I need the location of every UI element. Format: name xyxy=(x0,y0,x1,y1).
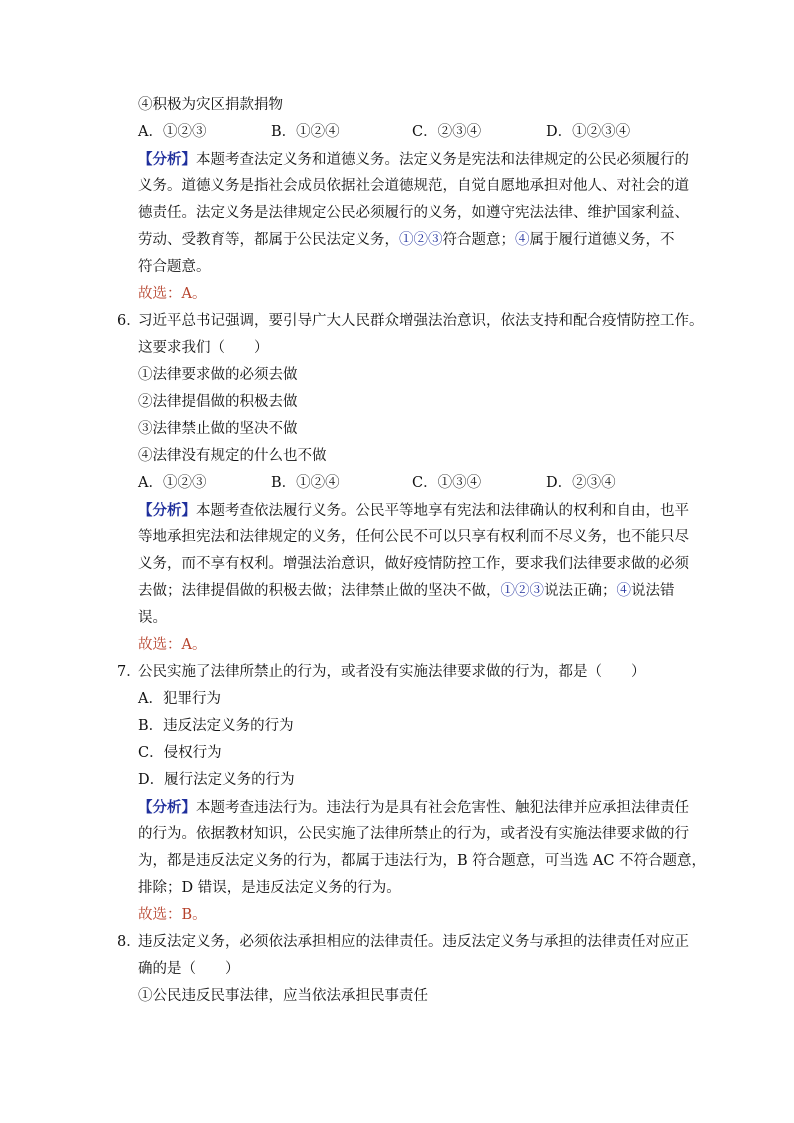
question-number: 8． xyxy=(117,934,141,950)
prev-analysis-line-5: 符合题意。 xyxy=(138,259,211,275)
analysis-text: 符合题意； xyxy=(442,232,515,248)
q6-stem-line-2: 这要求我们（ ） xyxy=(138,340,269,356)
analysis-text: 说法错 xyxy=(631,583,675,599)
prev-question-options xyxy=(117,119,682,146)
prev-question-item-4: ④积极为灾区捐款捐物 xyxy=(138,97,283,113)
analysis-tag: 【分析】 xyxy=(138,151,196,168)
q6-item-4: ④法律没有规定的什么也不做 xyxy=(138,448,327,464)
prev-analysis-line-1 xyxy=(117,146,689,173)
q7-option-b: B．违反法定义务的行为 xyxy=(138,718,294,734)
analysis-tag: 【分析】 xyxy=(138,799,196,816)
option-b: B．①②④ xyxy=(271,475,340,491)
q6-analysis-line-2: 等地承担宪法和法律规定的义务，任何公民不可以只享有权利而不尽义务，也不能只尽 xyxy=(138,529,689,545)
q6-item-3: ③法律禁止做的坚决不做 xyxy=(138,421,298,437)
q6-item-2: ②法律提倡做的积极去做 xyxy=(138,394,298,410)
question-number: 6． xyxy=(117,313,141,329)
q7-analysis-line-4: 排除；D 错误，是违反法定义务的行为。 xyxy=(138,880,401,896)
document-content xyxy=(117,92,707,1010)
question-stem: 公民实施了法律所禁止的行为，或者没有实施法律要求做的行为，都是（ ） xyxy=(138,664,646,680)
q7-answer xyxy=(117,902,682,929)
analysis-text: 说法正确； xyxy=(544,583,617,599)
question-number: 7． xyxy=(117,664,141,680)
q6-stem-line-1 xyxy=(117,308,704,335)
answer-label: 故选： xyxy=(138,286,182,302)
q6-analysis-line-4 xyxy=(117,578,682,605)
q7-option-c: C．侵权行为 xyxy=(138,745,222,761)
prev-answer xyxy=(117,281,682,308)
answer-label: 故选： xyxy=(138,907,182,923)
analysis-item-ref: ①②③ xyxy=(500,583,544,599)
question-stem: 习近平总书记强调，要引导广大人民群众增强法治意识，依法支持和配合疫情防控工作。 xyxy=(138,313,704,329)
q6-analysis-line-3: 义务，而不享有权利。增强法治意识，做好疫情防控工作，要求我们法律要求做的必须 xyxy=(138,556,689,572)
analysis-text: 劳动、受教育等，都属于公民法定义务， xyxy=(138,232,399,248)
q6-item-1: ①法律要求做的必须去做 xyxy=(138,367,298,383)
analysis-text: 去做；法律提倡做的积极去做；法律禁止做的坚决不做， xyxy=(138,583,501,599)
q6-analysis-line-5: 误。 xyxy=(138,610,167,626)
prev-analysis-line-4 xyxy=(117,227,682,254)
option-a: A．①②③ xyxy=(138,475,207,491)
q8-item-1: ①公民违反民事法律，应当依法承担民事责任 xyxy=(138,988,428,1004)
q7-stem xyxy=(117,659,682,686)
q7-analysis-line-1 xyxy=(117,794,689,821)
analysis-text: 本题考查违法行为。违法行为是具有社会危害性、触犯法律并应承担法律责任 xyxy=(196,800,689,816)
option-d: D．②③④ xyxy=(546,475,616,491)
q6-options xyxy=(117,470,682,497)
option-a: A．①②③ xyxy=(138,124,207,140)
answer-value: A。 xyxy=(181,637,207,653)
answer-label: 故选： xyxy=(138,637,182,653)
analysis-item-ref: ④ xyxy=(515,232,530,248)
answer-value: A。 xyxy=(181,286,207,302)
analysis-item-ref: ④ xyxy=(616,583,631,599)
option-b: B．①②④ xyxy=(271,124,340,140)
q7-option-a: A．犯罪行为 xyxy=(138,691,221,707)
option-c: C．①③④ xyxy=(412,475,482,491)
q6-answer xyxy=(117,632,682,659)
analysis-tag: 【分析】 xyxy=(138,502,196,519)
analysis-text: 本题考查法定义务和道德义务。法定义务是宪法和法律规定的公民必须履行的 xyxy=(196,152,689,168)
q7-analysis-line-2: 的行为。依据教材知识，公民实施了法律所禁止的行为，或者没有实施法律要求做的行 xyxy=(138,826,689,842)
analysis-item-ref: ①②③ xyxy=(399,232,443,248)
prev-analysis-line-2: 义务。道德义务是指社会成员依据社会道德规范，自觉自愿地承担对他人、对社会的道 xyxy=(138,178,689,194)
prev-analysis-line-3: 德责任。法定义务是法律规定公民必须履行的义务，如遵守宪法法律、维护国家利益、 xyxy=(138,205,689,221)
q8-stem-line-2: 确的是（ ） xyxy=(138,961,240,977)
question-stem: 违反法定义务，必须依法承担相应的法律责任。违反法定义务与承担的法律责任对应正 xyxy=(138,934,689,950)
q8-stem-line-1 xyxy=(117,929,689,956)
analysis-text: 本题考查依法履行义务。公民平等地享有宪法和法律确认的权利和自由，也平 xyxy=(196,503,689,519)
option-d: D．①②③④ xyxy=(546,124,631,140)
q6-analysis-line-1 xyxy=(117,497,689,524)
q7-analysis-line-3: 为，都是违反法定义务的行为，都属于违法行为，B 符合题意，可当选 AC 不符合题意， xyxy=(138,853,707,869)
q7-option-d: D．履行法定义务的行为 xyxy=(138,772,295,788)
answer-value: B。 xyxy=(181,907,207,923)
option-c: C．②③④ xyxy=(412,124,482,140)
analysis-text: 属于履行道德义务，不 xyxy=(529,232,675,248)
